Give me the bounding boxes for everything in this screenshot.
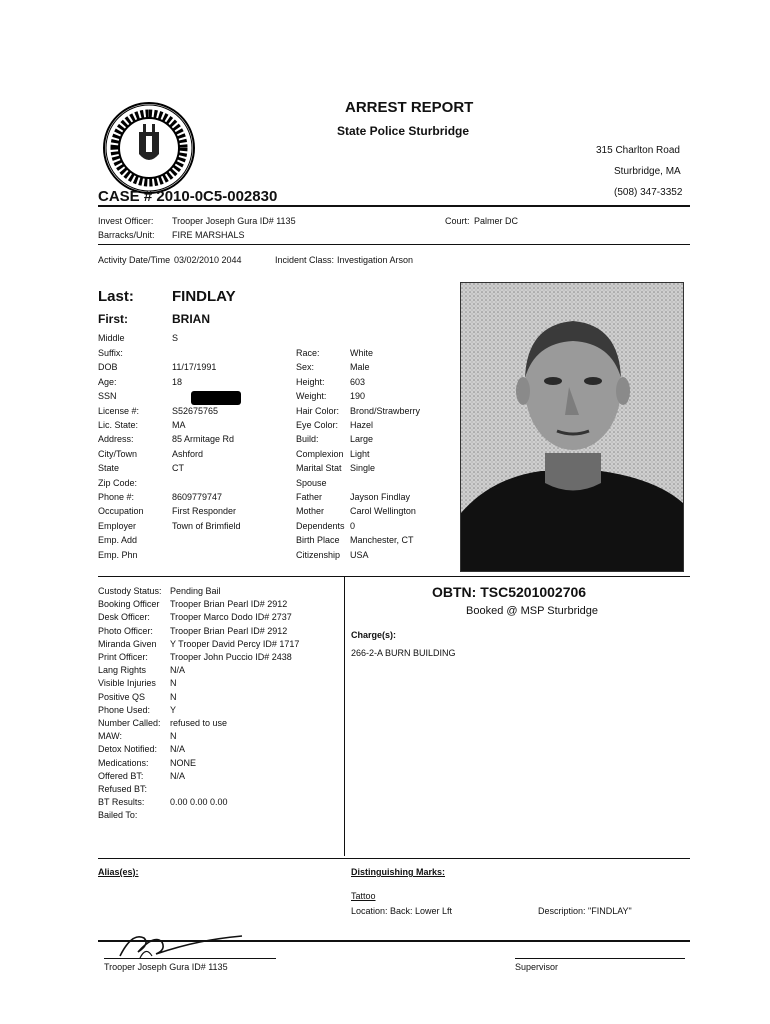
physical-field-value: White xyxy=(350,348,374,358)
officer-divider xyxy=(98,244,690,245)
personal-field-value: S52675765 xyxy=(172,405,219,416)
middle-name-label: Middle xyxy=(98,333,125,343)
custody-section-divider xyxy=(98,858,690,859)
personal-section-divider xyxy=(98,576,690,577)
physical-field-label: Height: xyxy=(296,376,325,387)
personal-field-value: MA xyxy=(172,420,186,430)
middle-name-value: S xyxy=(172,333,179,343)
custody-field-value: N xyxy=(170,691,177,702)
custody-field-label: Offered BT: xyxy=(98,770,144,781)
ssn-redaction xyxy=(191,391,241,405)
physical-field-value: Brond/Strawberry xyxy=(350,405,421,416)
custody-field-value: Pending Bail xyxy=(170,586,221,596)
physical-field-label: Mother xyxy=(296,506,325,517)
invest-officer-value: Trooper Joseph Gura ID# 1135 xyxy=(172,216,296,226)
custody-column-divider xyxy=(344,576,345,856)
personal-field-label: Phone #: xyxy=(98,492,135,502)
physical-field-label: Citizenship xyxy=(296,549,341,560)
custody-field-value: Trooper Marco Dodo ID# 2737 xyxy=(170,612,292,623)
signature-mark xyxy=(110,928,250,962)
custody-field-value: Trooper John Puccio ID# 2438 xyxy=(170,652,292,662)
invest-officer-label: Invest Officer: xyxy=(98,216,154,226)
physical-field-label: Eye Color: xyxy=(296,420,339,430)
physical-field-value: 0 xyxy=(350,520,356,531)
custody-field-value: N/A xyxy=(170,665,186,676)
supervisor-label: Supervisor xyxy=(515,962,559,972)
barracks-value: FIRE MARSHALS xyxy=(172,230,245,240)
personal-field-label: Employer xyxy=(98,520,137,531)
supervisor-line xyxy=(515,958,685,959)
case-number: CASE # 2010-0C5-002830 xyxy=(98,188,278,205)
physical-field-label: Build: xyxy=(296,434,319,445)
last-name-value: FINDLAY xyxy=(172,288,236,305)
physical-field-value: 603 xyxy=(350,376,366,387)
physical-field-label: Birth Place xyxy=(296,535,340,546)
report-title: ARREST REPORT xyxy=(345,99,474,116)
custody-field-label: Detox Notified: xyxy=(98,744,158,755)
physical-field-value: Large xyxy=(350,434,374,445)
custody-field-label: Bailed To: xyxy=(98,810,138,821)
physical-field-value: Male xyxy=(350,362,370,373)
physical-field-label: Sex: xyxy=(296,362,315,373)
custody-field-label: Phone Used: xyxy=(98,704,151,715)
physical-field-label: Race: xyxy=(296,348,320,358)
custody-field-label: Positive QS xyxy=(98,691,146,702)
incident-label: Incident Class: xyxy=(275,255,335,265)
personal-field-value: 18 xyxy=(172,376,183,387)
alias-label: Alias(es): xyxy=(98,867,139,877)
custody-field-label: Number Called: xyxy=(98,718,161,728)
tattoo-location: Location: Back: Lower Lft xyxy=(351,906,453,916)
physical-field-value: Manchester, CT xyxy=(350,535,414,546)
physical-field-value: Carol Wellington xyxy=(350,506,416,517)
personal-field-label: City/Town xyxy=(98,448,138,459)
custody-field-label: Lang Rights xyxy=(98,665,147,676)
custody-field-label: Miranda Given xyxy=(98,638,157,649)
personal-field-value: First Responder xyxy=(172,506,237,517)
custody-field-label: MAW: xyxy=(98,731,122,742)
charge-item: 266-2-A BURN BUILDING xyxy=(351,648,456,658)
personal-field-label: Lic. State: xyxy=(98,420,139,430)
custody-field-label: Photo Officer: xyxy=(98,625,153,636)
physical-field-value: Hazel xyxy=(350,420,374,430)
booking-photo xyxy=(460,282,684,572)
custody-field-value: Y xyxy=(170,704,177,715)
activity-value: 03/02/2010 2044 xyxy=(174,255,242,265)
tattoo-label: Tattoo xyxy=(351,891,376,901)
signature-line xyxy=(104,958,276,959)
personal-field-label: Emp. Phn xyxy=(98,549,138,560)
personal-field-value: 11/17/1991 xyxy=(172,362,217,373)
custody-field-label: BT Results: xyxy=(98,797,145,808)
barracks-label: Barracks/Unit: xyxy=(98,230,155,240)
address-line-2: Sturbridge, MA xyxy=(614,166,681,177)
tattoo-description: Description: "FINDLAY" xyxy=(538,906,632,916)
personal-field-label: State xyxy=(98,463,120,474)
custody-field-label: Custody Status: xyxy=(98,586,162,596)
booked-location: Booked @ MSP Sturbridge xyxy=(466,605,599,617)
activity-label: Activity Date/Time xyxy=(98,255,171,265)
custody-field-label: Medications: xyxy=(98,757,149,768)
physical-field-label: Weight: xyxy=(296,391,327,402)
personal-field-label: Suffix: xyxy=(98,348,123,358)
physical-field-value: USA xyxy=(350,549,369,560)
custody-field-label: Print Officer: xyxy=(98,652,148,662)
last-name-label: Last: xyxy=(98,288,134,305)
custody-field-value: Y Trooper David Percy ID# 1717 xyxy=(170,638,300,649)
physical-field-label: Dependents xyxy=(296,520,345,531)
personal-field-value: 8609779747 xyxy=(172,492,223,502)
personal-field-label: SSN xyxy=(98,391,117,402)
custody-field-value: N xyxy=(170,731,177,742)
custody-field-value: NONE xyxy=(170,757,197,768)
personal-field-label: License #: xyxy=(98,405,140,416)
phone-number: (508) 347-3352 xyxy=(614,187,683,198)
personal-field-label: Emp. Add xyxy=(98,535,138,546)
court-value: Palmer DC xyxy=(474,216,519,226)
first-name-value: BRIAN xyxy=(172,312,210,326)
physical-field-value: Jayson Findlay xyxy=(350,492,411,502)
physical-field-value: Single xyxy=(350,463,376,474)
custody-field-value: 0.00 0.00 0.00 xyxy=(170,797,228,808)
custody-field-label: Desk Officer: xyxy=(98,612,150,623)
personal-field-label: Zip Code: xyxy=(98,477,138,488)
physical-field-label: Complexion xyxy=(296,448,344,459)
personal-field-value: 85 Armitage Rd xyxy=(172,434,235,445)
personal-field-value: Town of Brimfield xyxy=(172,520,241,531)
charges-label: Charge(s): xyxy=(351,630,397,640)
physical-field-value: 190 xyxy=(350,391,366,402)
custody-field-value: refused to use xyxy=(170,718,228,728)
personal-field-value: Ashford xyxy=(172,448,204,459)
header-divider xyxy=(98,205,690,207)
state-police-seal xyxy=(103,102,195,194)
custody-field-value: N xyxy=(170,678,177,689)
custody-field-value: N/A xyxy=(170,744,186,755)
custody-field-value: Trooper Brian Pearl ID# 2912 xyxy=(170,599,288,610)
signer-name: Trooper Joseph Gura ID# 1135 xyxy=(104,962,228,972)
personal-field-label: Address: xyxy=(98,434,134,445)
physical-field-value: Light xyxy=(350,448,370,459)
first-name-label: First: xyxy=(98,312,128,326)
personal-field-label: DOB xyxy=(98,362,118,373)
custody-field-label: Refused BT: xyxy=(98,784,148,794)
personal-field-label: Occupation xyxy=(98,506,144,517)
physical-field-label: Hair Color: xyxy=(296,405,340,416)
physical-field-label: Spouse xyxy=(296,477,327,488)
custody-field-label: Booking Officer xyxy=(98,599,160,610)
report-subtitle: State Police Sturbridge xyxy=(337,124,470,138)
personal-field-label: Age: xyxy=(98,376,117,387)
custody-field-value: Trooper Brian Pearl ID# 2912 xyxy=(170,625,288,636)
physical-field-label: Marital Stat xyxy=(296,463,342,474)
court-label: Court: xyxy=(445,216,470,226)
custody-field-value: N/A xyxy=(170,770,186,781)
custody-field-label: Visible Injuries xyxy=(98,678,156,689)
address-line-1: 315 Charlton Road xyxy=(596,145,680,156)
personal-field-value: CT xyxy=(172,463,184,474)
physical-field-label: Father xyxy=(296,492,323,502)
distinguishing-marks-label: Distinguishing Marks: xyxy=(351,867,446,877)
obtn-number: OBTN: TSC5201002706 xyxy=(432,584,587,600)
incident-value: Investigation Arson xyxy=(337,255,414,265)
